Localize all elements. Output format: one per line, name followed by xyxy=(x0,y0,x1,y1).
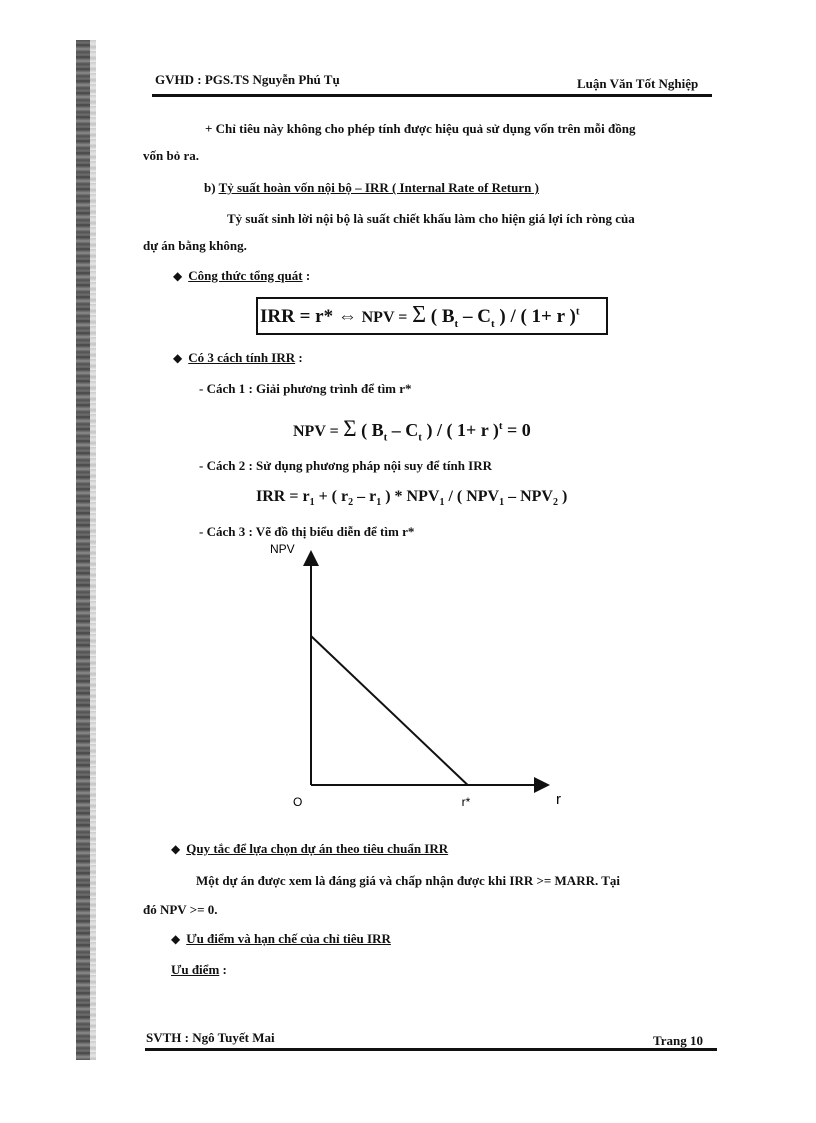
body-line-2: vốn bỏ ra. xyxy=(143,148,199,163)
sigma-symbol: Σ xyxy=(343,416,357,441)
header-rule xyxy=(152,94,712,97)
definition-line-1: Tỷ suất sinh lời nội bộ là suất chiết khấu làm cho hiện giá lợi ích ròng của xyxy=(227,211,635,226)
f2-s5: 1 xyxy=(499,497,505,509)
y-axis-label: NPV xyxy=(270,542,295,556)
subscript-t: t xyxy=(490,317,495,330)
formula-body: ( B xyxy=(430,306,455,327)
definition-line-2: dự án bằng không. xyxy=(143,238,247,253)
general-formula-label: Công thức tổng quát xyxy=(188,268,303,283)
diamond-bullet-icon: ◆ xyxy=(171,842,181,856)
section-b-heading xyxy=(204,180,539,196)
section-b-title: Tỷ suất hoàn vốn nội bộ – IRR ( Internal Rate of Return ) xyxy=(218,180,539,195)
f1-minus: – C xyxy=(387,420,419,440)
f2-s1: 1 xyxy=(309,497,315,509)
three-ways-heading xyxy=(173,350,303,366)
f2-a: IRR = r xyxy=(256,488,310,505)
colon: : xyxy=(305,268,311,283)
sigma-symbol: Σ xyxy=(412,302,427,328)
series-layer xyxy=(311,636,468,785)
rule-heading-label: Quy tắc để lựa chọn dự án theo tiêu chuẩn IRR xyxy=(186,841,449,856)
boxed-formula-text xyxy=(260,302,579,330)
three-ways-label: Có 3 cách tính IRR xyxy=(188,350,296,365)
scan-edge-highlight xyxy=(90,40,96,1060)
origin-label: O xyxy=(293,795,303,809)
footer-rule xyxy=(145,1048,717,1051)
f2-s2: 2 xyxy=(348,497,354,509)
body-line-1: + Chỉ tiêu này không cho phép tính được hiệu quả sử dụng vốn trên mỗi đồng xyxy=(205,121,636,136)
formula-rest: ) / ( 1+ r ) xyxy=(494,306,576,327)
npv-irr-chart xyxy=(250,540,580,815)
formula-2 xyxy=(256,488,567,508)
superscript-t: t xyxy=(575,305,580,318)
subscript-t: t xyxy=(383,431,388,444)
f2-b: + ( r xyxy=(314,488,349,505)
way-1: - Cách 1 : Giải phương trình để tìm r* xyxy=(199,381,412,396)
f2-g: ) xyxy=(557,488,568,505)
footer-left: SVTH : Ngô Tuyết Mai xyxy=(146,1030,275,1045)
section-b-prefix: b) xyxy=(204,180,219,195)
f2-s6: 2 xyxy=(552,497,558,509)
formula-1 xyxy=(293,416,531,444)
pros-label: Ưu điểm xyxy=(171,962,220,977)
subscript-t: t xyxy=(418,431,422,444)
pros-cons-heading xyxy=(171,931,391,947)
diamond-bullet-icon: ◆ xyxy=(171,932,181,946)
rule-heading xyxy=(171,841,448,857)
formula-npv: NPV = xyxy=(361,309,408,326)
way-2: - Cách 2 : Sử dụng phương pháp nội suy để tính IRR xyxy=(199,458,493,473)
equivalence-arrow-icon: ⇔ xyxy=(337,306,357,327)
pros-heading xyxy=(171,962,227,978)
way-3: - Cách 3 : Vẽ đồ thị biểu diễn để tìm r* xyxy=(199,524,415,539)
f2-s4: 1 xyxy=(439,497,445,509)
colon: : xyxy=(298,350,303,365)
header-left: GVHD : PGS.TS Nguyễn Phú Tụ xyxy=(155,72,340,87)
root-label: r* xyxy=(461,795,471,809)
f2-e: / ( NPV xyxy=(444,488,500,505)
f1-eq: = 0 xyxy=(502,420,531,440)
npv-line-series-0 xyxy=(311,636,468,785)
f2-c: – r xyxy=(353,488,377,505)
x-axis-label: r xyxy=(556,791,561,808)
diamond-bullet-icon: ◆ xyxy=(173,269,183,283)
rule-line-2: đó NPV >= 0. xyxy=(143,902,218,917)
footer-right: Trang 10 xyxy=(653,1033,703,1048)
header-right: Luận Văn Tốt Nghiệp xyxy=(577,76,699,91)
formula-minus: – C xyxy=(458,306,491,327)
scan-edge-shadow xyxy=(76,40,90,1060)
f2-s3: 1 xyxy=(376,497,382,509)
general-formula-heading xyxy=(173,268,310,284)
f2-f: – NPV xyxy=(504,488,553,505)
f2-d: ) * NPV xyxy=(381,488,440,505)
f1-body: ( B xyxy=(361,420,384,440)
subscript-t: t xyxy=(454,317,459,330)
diamond-bullet-icon: ◆ xyxy=(173,351,183,365)
rule-line-1: Một dự án được xem là đáng giá và chấp nhận được khi IRR >= MARR. Tại xyxy=(196,873,621,888)
formula-irr: IRR = r* xyxy=(260,306,334,327)
pros-colon: : xyxy=(219,962,227,977)
pros-cons-label: Ưu điểm và hạn chế của chỉ tiêu IRR xyxy=(186,931,391,946)
f1-npv: NPV = xyxy=(293,423,339,440)
f1-rest: ) / ( 1+ r ) xyxy=(421,420,499,440)
superscript-t: t xyxy=(498,420,503,432)
